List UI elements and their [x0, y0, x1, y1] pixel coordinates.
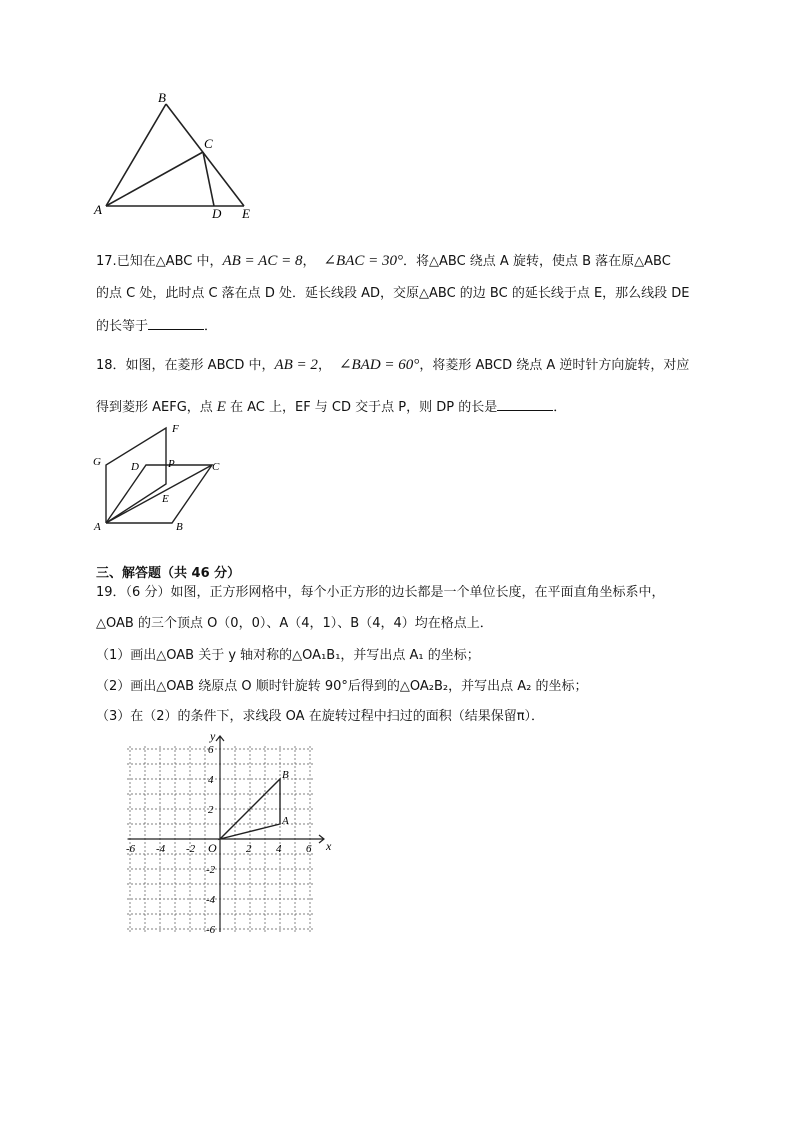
point-A-label: A — [282, 815, 289, 827]
segment-BE — [166, 104, 244, 206]
label-C: C — [204, 136, 213, 151]
coordinate-grid — [124, 728, 334, 936]
q18-text-1a: 如图，在菱形 ABCD 中， — [125, 358, 275, 373]
section-title: 三、解答题（共 46 分） — [96, 566, 241, 581]
label-B: B — [158, 90, 166, 105]
q17-line-1 — [96, 252, 671, 271]
origin-label: O — [208, 841, 217, 855]
point-B-label: B — [282, 769, 289, 781]
y-tick-label: 2 — [208, 804, 214, 816]
q17-text-1b: ．将△ABC 绕点 A 旋转，使点 B 落在原△ABC — [403, 254, 671, 269]
q17-text-3a: 的长等于 — [96, 319, 149, 334]
rhombus-figure-q18 — [88, 420, 228, 535]
label-E: E — [162, 493, 169, 505]
q18-equation-ab: AB = 2 — [274, 357, 318, 373]
q19-text-1: （6 分）如图，正方形网格中，每个小正方形的边长都是一个单位长度，在平面直角坐标系中， — [125, 585, 665, 600]
label-B: B — [176, 521, 183, 533]
y-tick-label: 4 — [208, 774, 214, 786]
q17-text-1a: 已知在△ABC 中， — [116, 254, 223, 269]
x-axis-label: x — [326, 839, 332, 853]
label-P: P — [168, 458, 175, 470]
label-D: D — [131, 461, 139, 473]
q18-point-e: E — [216, 399, 226, 415]
q19-part-1: （1）画出△OAB 关于 y 轴对称的△OA₁B₁，并写出点 A₁ 的坐标； — [96, 648, 480, 663]
x-tick-label: -6 — [126, 843, 136, 855]
q18-line-1 — [96, 356, 689, 375]
q18-separator: ， — [317, 358, 331, 373]
q19-line-2: △OAB 的三个顶点 O（0，0）、A（4，1）、B（4，4）均在格点上． — [96, 616, 493, 631]
x-tick-label: -4 — [156, 843, 166, 855]
q19-line-1 — [96, 584, 664, 602]
q18-text-1b: ，将菱形 ABCD 绕点 A 逆时针方向旋转，对应 — [419, 358, 690, 373]
q17-line-2: 的点 C 处，此时点 C 落在点 D 处．延长线段 AD，交原△ABC 的边 BC 的延长线于点 E，那么线段 DE — [96, 286, 690, 301]
q19-number: 19． — [96, 585, 126, 600]
segment-AB — [106, 104, 166, 206]
q18-line-2 — [96, 398, 566, 417]
x-tick-label: 4 — [276, 843, 282, 855]
label-E: E — [242, 206, 250, 220]
q18-text-2b: 在 AC 上，EF 与 CD 交于点 P，则 DP 的长是 — [229, 400, 498, 415]
label-A: A — [94, 521, 101, 533]
y-axis-label: y — [210, 729, 216, 743]
q18-number: 18． — [96, 358, 126, 373]
q17-answer-blank[interactable] — [148, 317, 204, 330]
q17-equation-angle: ∠BAC = 30° — [323, 253, 403, 269]
q19-part-2: （2）画出△OAB 绕原点 O 顺时针旋转 90°后得到的△OA₂B₂，并写出点 A₂ 的坐标； — [96, 679, 588, 694]
y-tick-label: -6 — [206, 924, 216, 936]
q18-text-2a: 得到菱形 AEFG，点 — [96, 400, 213, 415]
q18-text-2c: ． — [553, 400, 567, 415]
label-A: A — [94, 202, 102, 217]
q17-number: 17. — [96, 254, 117, 269]
q17-line-3 — [96, 317, 217, 336]
x-tick-label: -2 — [186, 843, 196, 855]
label-D: D — [212, 206, 222, 220]
x-tick-label: 6 — [306, 843, 312, 855]
label-F: F — [172, 423, 179, 435]
label-C: C — [212, 461, 220, 473]
q19-part-3: （3）在（2）的条件下，求线段 OA 在旋转过程中扫过的面积（结果保留π）． — [96, 709, 545, 724]
triangle-figure-q17 — [90, 90, 270, 220]
y-tick-label: -2 — [206, 864, 216, 876]
y-tick-label: 6 — [208, 744, 214, 756]
q17-text-3b: ． — [204, 319, 218, 334]
segment-AC — [106, 465, 212, 523]
q18-answer-blank[interactable] — [497, 398, 553, 411]
q17-separator: ， — [302, 254, 316, 269]
label-G: G — [93, 456, 101, 468]
q17-equation-ab-ac: AB = AC = 8 — [222, 253, 303, 269]
q18-equation-angle: ∠BAD = 60° — [338, 357, 420, 373]
segment-AC — [106, 152, 203, 206]
y-tick-label: -4 — [206, 894, 216, 906]
x-tick-label: 2 — [246, 843, 252, 855]
